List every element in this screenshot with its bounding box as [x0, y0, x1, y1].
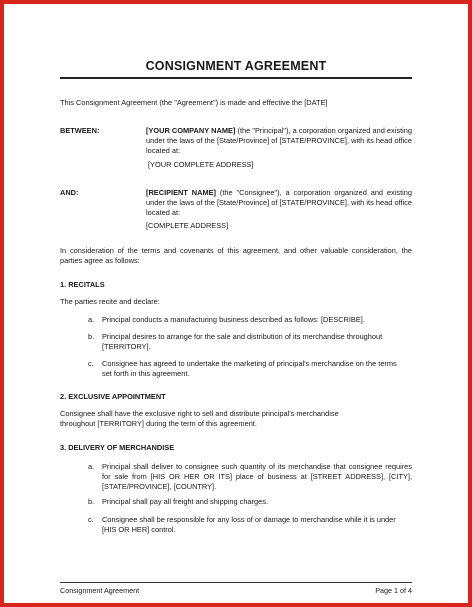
title-divider	[60, 77, 412, 79]
between-label: BETWEEN:	[60, 126, 100, 135]
between-party-text: (the "Principal"), a corporation organized and existing under the laws of the [State/Province] of [STATE/PROVINCE], with its head office located at:	[146, 126, 412, 155]
and-party	[146, 188, 412, 218]
list-item-letter: a.	[88, 315, 95, 324]
list-item: Principal shall deliver to consignee such quantity of its merchandise that consignee requires for sale from [HIS OR HER OR ITS] place of business at [STREET ADDRESS], [CITY], [STATE/PROVINCE], [COUNTRY].	[102, 462, 412, 491]
and-party-name: [RECIPIENT NAME]	[146, 188, 216, 197]
list-item-letter: b.	[88, 332, 95, 341]
and-party-text: (the "Consignee"), a corporation organized and existing under the laws of the [State/Province] of [STATE/PROVINCE], with its head office located at:	[146, 188, 412, 217]
between-party-name: [YOUR COMPANY NAME]	[146, 126, 236, 135]
list-item: Principal shall pay all freight and shipping charges.	[102, 497, 268, 506]
list-item-letter: b.	[88, 497, 95, 506]
between-address: [YOUR COMPLETE ADDRESS]	[148, 160, 254, 169]
recitals-intro: The parties recite and declare:	[60, 297, 160, 306]
between-party	[146, 126, 412, 156]
list-item-letter: a.	[88, 462, 95, 471]
list-item: Consignee has agreed to undertake the marketing of principal's merchandise on the terms set forth in this agreement.	[102, 359, 397, 378]
document-page	[60, 0, 412, 607]
footer-document-name: Consignment Agreement	[60, 586, 140, 595]
list-item-letter: c.	[88, 515, 94, 524]
list-item: Consignee shall be responsible for any loss of or damage to merchandise while it is under [HIS OR HER] control.	[102, 515, 396, 534]
footer-page-number: Page 1 of 4	[375, 586, 412, 595]
section-heading-delivery: 3. DELIVERY OF MERCHANDISE	[60, 443, 175, 452]
footer-divider	[60, 582, 412, 583]
document-title: CONSIGNMENT AGREEMENT	[145, 59, 327, 73]
and-label: AND:	[60, 188, 79, 197]
and-address: [COMPLETE ADDRESS]	[146, 221, 229, 230]
list-item-letter: c.	[88, 359, 94, 368]
exclusive-appointment-text: Consignee shall have the exclusive right to sell and distribute principal's merchandise throughout [TERRITORY] during the term of this agreement.	[60, 409, 339, 428]
section-heading-exclusive-appointment: 2. EXCLUSIVE APPOINTMENT	[60, 392, 166, 401]
section-heading-recitals: 1. RECITALS	[60, 280, 105, 289]
consideration-paragraph: In consideration of the terms and covenants of this agreement, and other valuable consideration, the parties agree as follows:	[60, 246, 412, 265]
intro-paragraph: This Consignment Agreement (the "Agreement") is made and effective the [DATE]	[60, 98, 328, 107]
list-item: Principal desires to arrange for the sale and distribution of its merchandise throughout [TERRITORY].	[102, 332, 383, 351]
list-item: Principal conducts a manufacturing business described as follows: [DESCRIBE].	[102, 315, 365, 324]
